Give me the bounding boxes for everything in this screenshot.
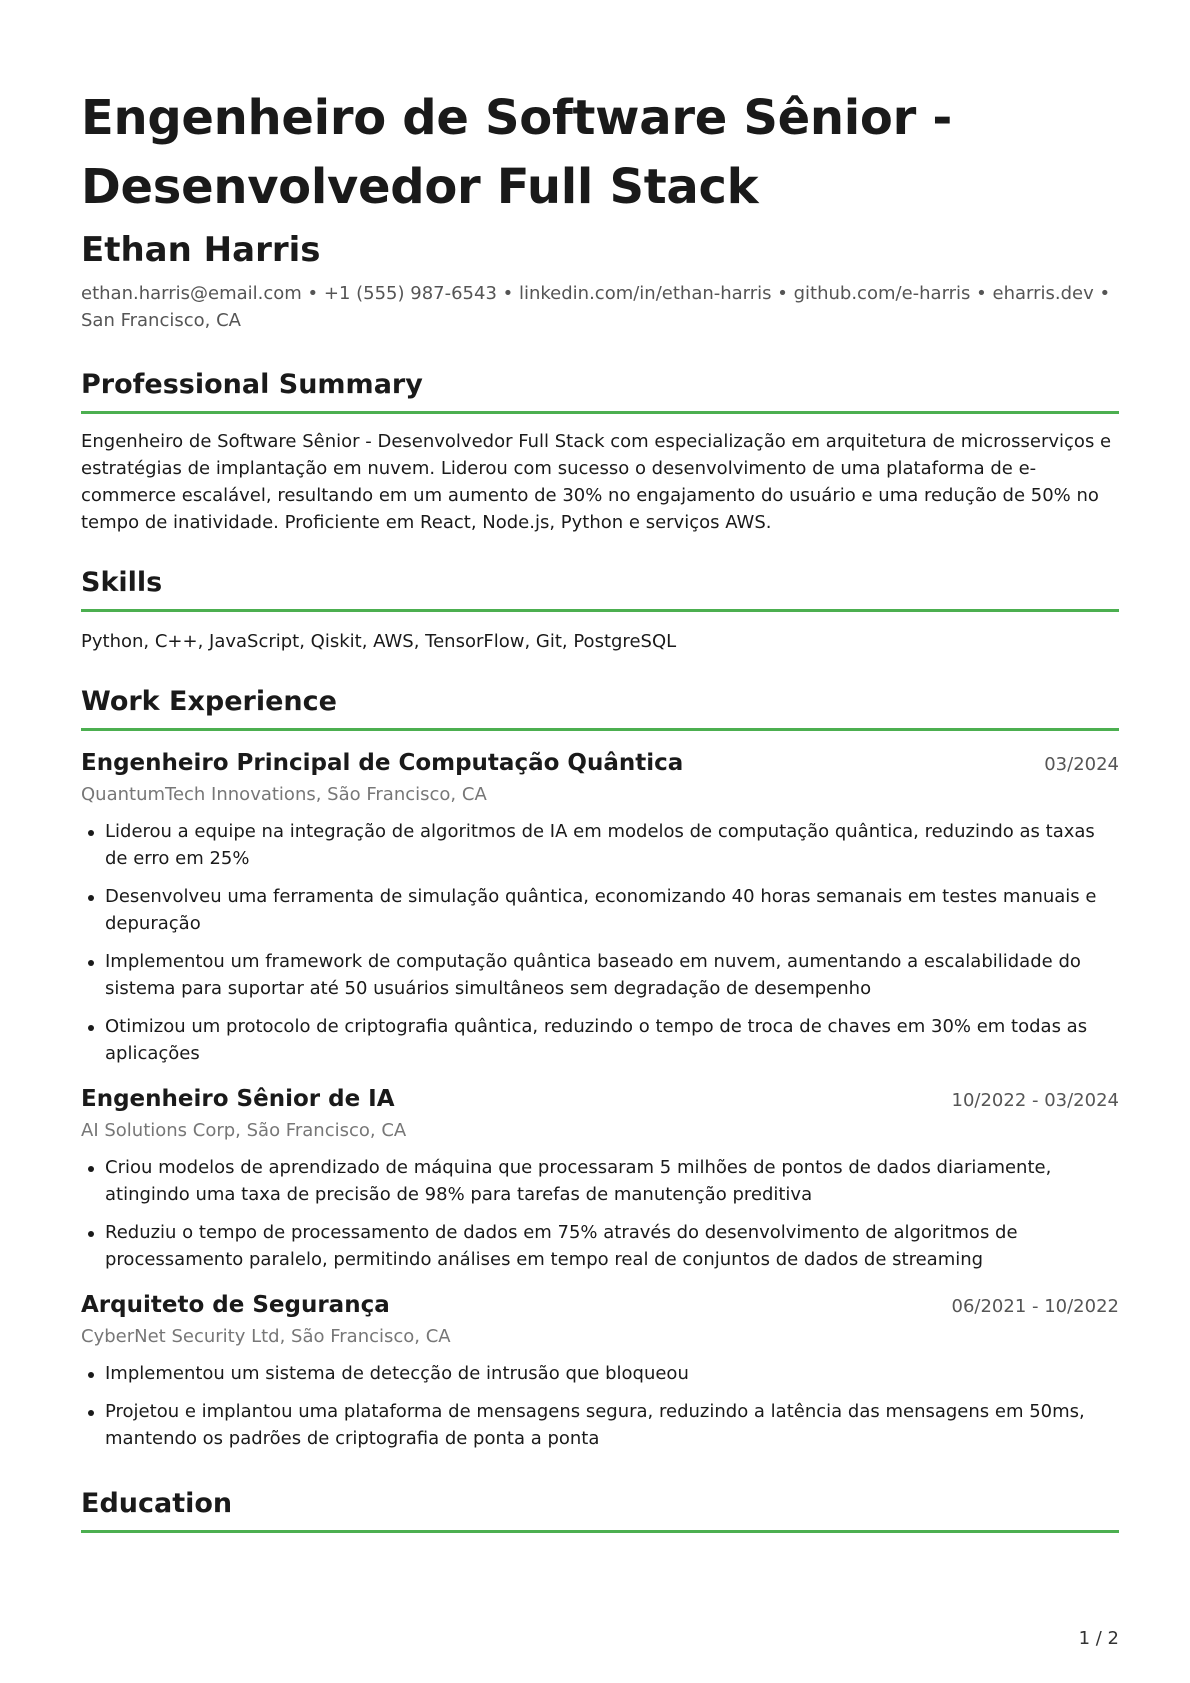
job-date: 03/2024 xyxy=(1044,754,1119,775)
job-company: AI Solutions Corp, São Francisco, CA xyxy=(81,1120,407,1141)
summary-section xyxy=(81,367,1119,536)
education-section xyxy=(81,1486,1119,1533)
work-section xyxy=(81,684,1119,1452)
bullet-item: Projetou e implantou uma plataforma de mensagens segura, reduzindo a latência das mensagens em 50ms, mantendo os padrões de criptografia de ponta a ponta xyxy=(81,1398,1119,1452)
bullet-item: Otimizou um protocolo de criptografia quântica, reduzindo o tempo de troca de chaves em 30% em todas as aplicações xyxy=(81,1013,1119,1067)
job-title: Engenheiro Principal de Computação Quântica xyxy=(81,750,684,776)
skills-heading: Skills xyxy=(81,565,1119,612)
skills-text: Python, C++, JavaScript, Qiskit, AWS, TensorFlow, Git, PostgreSQL xyxy=(81,631,677,652)
job-entry xyxy=(81,1083,1119,1273)
skills-section xyxy=(81,565,1119,655)
job-bullets xyxy=(81,818,1119,1067)
job-title: Engenheiro Sênior de IA xyxy=(81,1086,395,1112)
job-bullets xyxy=(81,1360,1119,1452)
bullet-item: Implementou um sistema de detecção de intrusão que bloqueou xyxy=(81,1360,1119,1387)
job-bullets xyxy=(81,1154,1119,1273)
job-entry xyxy=(81,747,1119,1067)
job-date: 06/2021 - 10/2022 xyxy=(951,1296,1119,1317)
bullet-item: Implementou um framework de computação quântica baseado em nuvem, aumentando a escalabilidade do sistema para suportar até 50 usuários simultâneos sem degradação de desempenho xyxy=(81,948,1119,1002)
resume-title: Engenheiro de Software Sênior - Desenvolvedor Full Stack xyxy=(81,90,952,215)
job-company: CyberNet Security Ltd, São Francisco, CA xyxy=(81,1326,451,1347)
education-heading: Education xyxy=(81,1486,1119,1533)
job-title: Arquiteto de Segurança xyxy=(81,1292,390,1318)
job-date: 10/2022 - 03/2024 xyxy=(951,1090,1119,1111)
page-number: 1 / 2 xyxy=(1078,1628,1119,1649)
candidate-name: Ethan Harris xyxy=(81,230,321,270)
bullet-item: Reduziu o tempo de processamento de dados em 75% através do desenvolvimento de algoritmos de processamento paralelo, permitindo análises em tempo real de conjuntos de dados de streaming xyxy=(81,1219,1119,1273)
work-heading: Work Experience xyxy=(81,684,1119,731)
bullet-item: Desenvolveu uma ferramenta de simulação quântica, economizando 40 horas semanais em testes manuais e depuração xyxy=(81,883,1119,937)
summary-heading: Professional Summary xyxy=(81,367,1119,414)
bullet-item: Criou modelos de aprendizado de máquina que processaram 5 milhões de pontos de dados diariamente, atingindo uma taxa de precisão de 98% para tarefas de manutenção preditiva xyxy=(81,1154,1119,1208)
resume-page xyxy=(81,0,1119,1533)
job-company: QuantumTech Innovations, São Francisco, CA xyxy=(81,784,487,805)
contact-line: ethan.harris@email.com • +1 (555) 987-6543 • linkedin.com/in/ethan-harris • github.com/e-harris • eharris.dev • San Francisco, CA xyxy=(81,283,1111,331)
job-entry xyxy=(81,1289,1119,1452)
summary-text: Engenheiro de Software Sênior - Desenvolvedor Full Stack com especialização em arquitetura de microsserviços e estratégias de implantação em nuvem. Liderou com sucesso o desenvolvimento de uma plataforma de e-commerce escalável, resultando em um aumento de 30% no engajamento do usuário e uma redução de 50% no tempo de inatividade. Proficiente em React, Node.js, Python e serviços AWS. xyxy=(81,431,1112,533)
bullet-item: Liderou a equipe na integração de algoritmos de IA em modelos de computação quântica, reduzindo as taxas de erro em 25% xyxy=(81,818,1119,872)
